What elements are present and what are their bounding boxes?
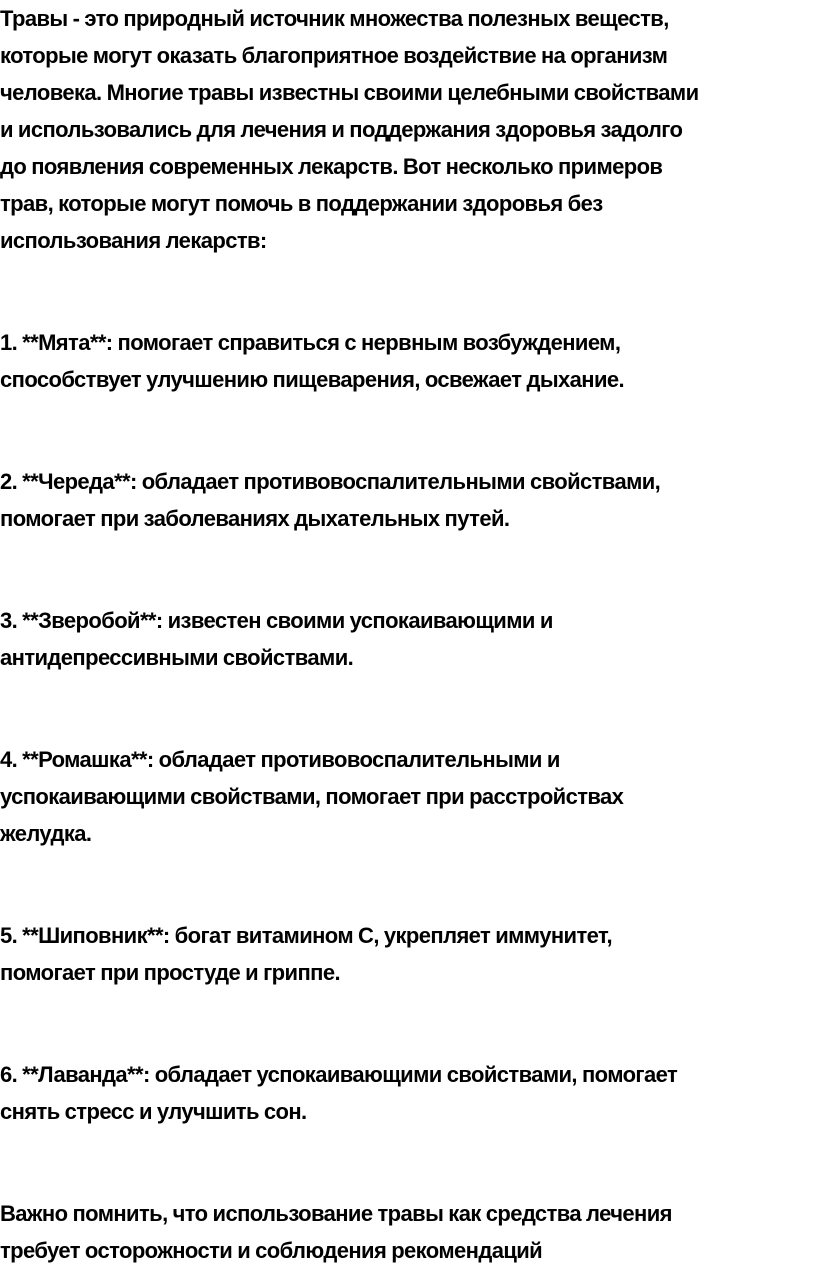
list-item-mint <box>0 324 816 398</box>
text-line: трав, которые могут помочь в поддержании здоровья без <box>0 191 603 216</box>
text-line: которые могут оказать благоприятное воздействие на организм <box>0 43 668 68</box>
text-line: снять стресс и улучшить сон. <box>0 1099 307 1124</box>
paragraph-gap <box>0 676 816 741</box>
text-line: использования лекарств: <box>0 228 267 253</box>
paragraph-gap <box>0 852 816 917</box>
text-line: 6. **Лаванда**: обладает успокаивающими свойствами, помогает <box>0 1062 678 1087</box>
list-item-rosehip <box>0 917 816 991</box>
list-item-bidens <box>0 463 816 537</box>
text-line: помогает при простуде и гриппе. <box>0 960 340 985</box>
paragraph-gap <box>0 537 816 602</box>
text-line: 2. **Череда**: обладает противовоспалительными свойствами, <box>0 469 661 494</box>
paragraph-gap <box>0 991 816 1056</box>
text-line: успокаивающими свойствами, помогает при расстройствах <box>0 784 624 809</box>
list-item-st-johns-wort <box>0 602 816 676</box>
paragraph-gap <box>0 259 816 324</box>
text-line: помогает при заболеваниях дыхательных путей. <box>0 506 510 531</box>
text-line: Важно помнить, что использование травы как средства лечения <box>0 1201 672 1226</box>
text-line: и использовались для лечения и поддержания здоровья задолго <box>0 117 683 142</box>
text-line: 3. **Зверобой**: известен своими успокаивающими и <box>0 608 553 633</box>
text-line: 1. **Мята**: помогает справиться с нервным возбуждением, <box>0 330 621 355</box>
text-line: 4. **Ромашка**: обладает противовоспалительными и <box>0 747 560 772</box>
text-line: требует осторожности и соблюдения рекомендаций <box>0 1238 543 1263</box>
text-line: способствует улучшению пищеварения, освежает дыхание. <box>0 367 625 392</box>
list-item-lavender <box>0 1056 816 1130</box>
text-line: Травы - это природный источник множества полезных веществ, <box>0 6 669 31</box>
paragraph-gap <box>0 1130 816 1195</box>
text-line: антидепрессивными свойствами. <box>0 645 354 670</box>
text-line: человека. Многие травы известны своими целебными свойствами <box>0 80 699 105</box>
closing-paragraph <box>0 1195 816 1269</box>
text-line: желудка. <box>0 821 92 846</box>
text-line: до появления современных лекарств. Вот несколько примеров <box>0 154 663 179</box>
text-line: 5. **Шиповник**: богат витамином С, укрепляет иммунитет, <box>0 923 612 948</box>
intro-paragraph <box>0 0 816 259</box>
paragraph-gap <box>0 398 816 463</box>
list-item-chamomile <box>0 741 816 852</box>
